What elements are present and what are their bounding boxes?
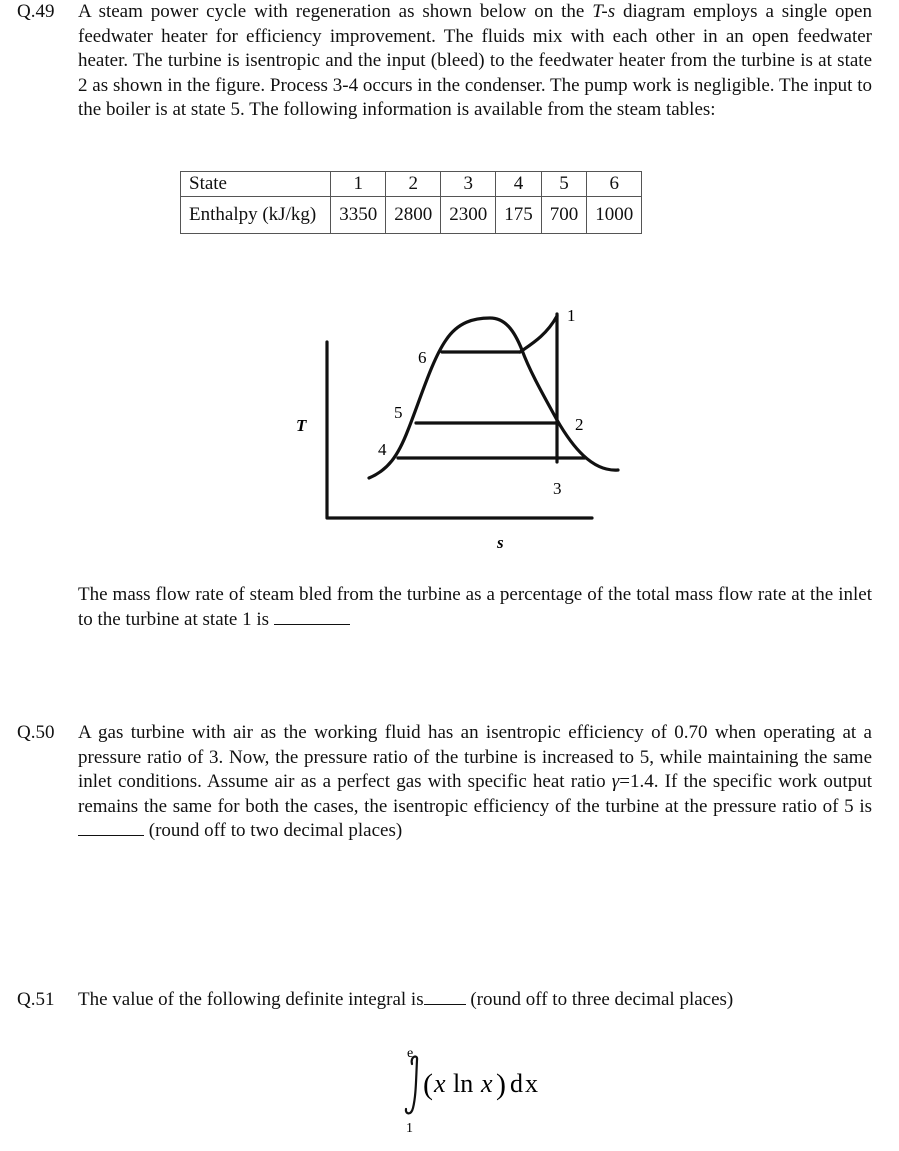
question-text-a: The value of the following definite integral is xyxy=(78,989,424,1010)
label-3: 3 xyxy=(553,479,562,498)
integral-close-paren: ) xyxy=(496,1068,506,1101)
question-text-b: (round off to three decimal places) xyxy=(470,989,734,1010)
integral-x: x xyxy=(481,1069,493,1098)
label-t: T xyxy=(296,416,307,435)
integral-dx: x xyxy=(525,1069,538,1098)
table-cell: 4 xyxy=(496,172,542,197)
question-text-a: A gas turbine with air as the working fluid has an isentropic efficiency of 0.70 when operating at a pressure ratio of 3. Now, the pressure ratio of the turbine is increased to 5, while maintaining the same inlet conditions. Assume air as a perfect gas with specific heat ratio xyxy=(78,722,872,792)
label-4: 4 xyxy=(378,440,387,459)
label-1: 1 xyxy=(567,306,576,325)
label-2: 2 xyxy=(575,415,584,434)
gamma-value: =1.4 xyxy=(619,771,654,792)
question-number: Q.51 xyxy=(17,989,55,1010)
integral-ln: ln xyxy=(453,1069,474,1098)
prompt-text: The mass flow rate of steam bled from the turbine as a percentage of the total mass flow rate at the inlet to the turbine at state 1 is xyxy=(78,584,872,630)
label-6: 6 xyxy=(418,348,427,367)
table-cell: 700 xyxy=(541,197,587,234)
table-cell: 2800 xyxy=(386,197,441,234)
label-5: 5 xyxy=(394,403,403,422)
table-cell: 3350 xyxy=(331,197,386,234)
table-cell: 1000 xyxy=(587,197,642,234)
question-text-a: A steam power cycle with regeneration as shown below on the xyxy=(78,1,593,22)
gamma-symbol: γ xyxy=(611,771,620,792)
table-cell: 1 xyxy=(331,172,386,197)
table-cell: 5 xyxy=(541,172,587,197)
question-number: Q.49 xyxy=(17,1,55,22)
table-cell: 3 xyxy=(441,172,496,197)
question-text-c: (round off to two decimal places) xyxy=(148,820,403,841)
integral-upper-limit: e xyxy=(407,1046,414,1061)
question-number: Q.50 xyxy=(17,722,55,743)
table-cell: 6 xyxy=(587,172,642,197)
integral-open-paren: ( xyxy=(423,1068,433,1101)
question-text-b: diagram employs a single open feedwater heater for efficiency improvement. The fluids mix with each other in an open feedwater heater. The turbine is isentropic and the input (bleed) to the feedwater heater from the turbine is at state 2 as shown in the figure. Process 3-4 occurs in the condenser. The pump work is negligible. The input to the boiler is at state 5. The following information is available from the steam tables: xyxy=(78,1,872,120)
table-cell: 2 xyxy=(386,172,441,197)
ts-term: T-s xyxy=(592,1,616,22)
integral-sign xyxy=(406,1057,417,1114)
row-label-enthalpy: Enthalpy (kJ/kg) xyxy=(181,197,331,234)
question-text-b: . If the specific work output remains the same for both the cases, the isentropic efficiency of the turbine at the pressure ratio of 5 is xyxy=(78,771,872,817)
integral-d: d xyxy=(510,1069,523,1098)
table-cell: 175 xyxy=(496,197,542,234)
row-label-state: State xyxy=(181,172,331,197)
label-s: s xyxy=(497,533,504,552)
integral-x: x xyxy=(434,1069,446,1098)
table-cell: 2300 xyxy=(441,197,496,234)
integral-lower-limit: 1 xyxy=(406,1121,413,1136)
